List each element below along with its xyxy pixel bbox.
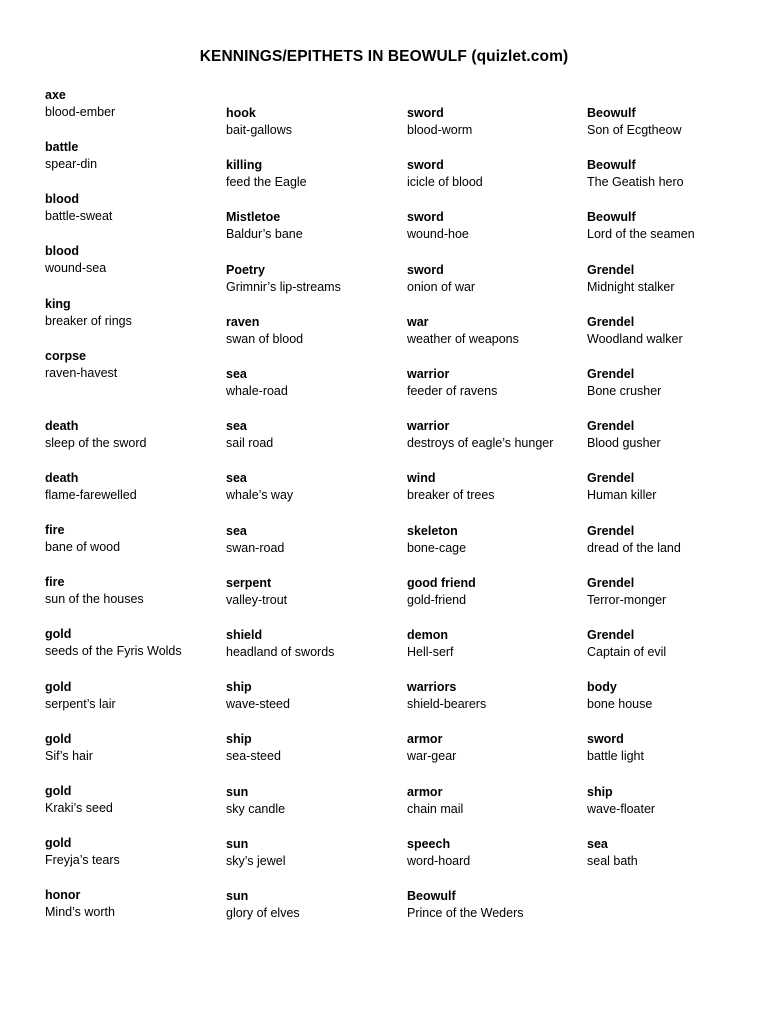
kenning-term: battle	[45, 140, 79, 154]
kenning-entry	[226, 627, 401, 661]
kenning-entry	[226, 575, 401, 609]
kenning-entry	[587, 314, 762, 348]
kenning-phrase: onion of war	[407, 280, 476, 294]
kenning-entry	[45, 243, 220, 277]
kenning-term: sea	[587, 837, 608, 851]
kenning-phrase: bone-cage	[407, 541, 467, 555]
kenning-entry	[226, 470, 401, 504]
kenning-term: shield	[226, 628, 263, 642]
kenning-entry	[587, 523, 762, 557]
kenning-term: skeleton	[407, 524, 458, 538]
kenning-entry	[226, 314, 401, 348]
kenning-phrase: Baldur’s bane	[226, 227, 303, 241]
kenning-term: Beowulf	[407, 889, 456, 903]
kenning-term: war	[407, 315, 429, 329]
kenning-term: fire	[45, 575, 65, 589]
kenning-term: wind	[407, 471, 436, 485]
kenning-entry	[226, 888, 401, 922]
kenning-phrase: Terror-monger	[587, 593, 667, 607]
kenning-term: Grendel	[587, 263, 635, 277]
kenning-term: blood	[45, 244, 80, 258]
kenning-term: gold	[45, 784, 72, 798]
kenning-entry	[45, 835, 220, 869]
kenning-term: corpse	[45, 349, 86, 363]
kenning-term: sun	[226, 837, 249, 851]
kenning-phrase: Grimnir’s lip-streams	[226, 280, 341, 294]
kenning-entry	[45, 887, 220, 921]
kenning-phrase: bait-gallows	[226, 123, 293, 137]
kenning-phrase: seeds of the Fyris Wolds	[45, 644, 182, 658]
kenning-phrase: battle-sweat	[45, 209, 113, 223]
kenning-phrase: wound-sea	[45, 261, 107, 275]
kenning-entry	[587, 731, 762, 765]
kenning-term: sword	[407, 106, 444, 120]
kenning-phrase: swan of blood	[226, 332, 304, 346]
kenning-term: warrior	[407, 367, 450, 381]
kenning-entry	[587, 627, 762, 661]
kenning-term: death	[45, 471, 79, 485]
kenning-entry	[226, 262, 401, 296]
kenning-phrase: sea-steed	[226, 749, 281, 763]
kenning-entry	[226, 209, 401, 243]
kenning-term: fire	[45, 523, 65, 537]
kenning-phrase: sky’s jewel	[226, 854, 286, 868]
kenning-phrase: word-hoard	[407, 854, 471, 868]
kenning-term: Grendel	[587, 419, 635, 433]
kenning-entry	[587, 366, 762, 400]
kenning-phrase: seal bath	[587, 854, 638, 868]
kenning-entry	[407, 262, 582, 296]
kenning-phrase: valley-trout	[226, 593, 288, 607]
kenning-phrase: wave-steed	[226, 697, 290, 711]
kenning-entry	[587, 679, 762, 713]
kenning-entry	[226, 105, 401, 139]
kenning-term: serpent	[226, 576, 272, 590]
kenning-entry	[407, 470, 582, 504]
kenning-phrase: headland of swords	[226, 645, 335, 659]
kenning-phrase: Woodland walker	[587, 332, 683, 346]
kenning-term: ship	[587, 785, 613, 799]
kenning-entry	[226, 523, 401, 557]
kenning-term: raven	[226, 315, 260, 329]
kenning-phrase: serpent’s lair	[45, 697, 116, 711]
kenning-entry	[407, 836, 582, 870]
kenning-entry	[226, 157, 401, 191]
kenning-phrase: The Geatish hero	[587, 175, 684, 189]
kenning-phrase: Hell-serf	[407, 645, 454, 659]
kenning-phrase: Midnight stalker	[587, 280, 675, 294]
kenning-entry	[226, 679, 401, 713]
kenning-entry	[45, 348, 220, 382]
kenning-term: king	[45, 297, 71, 311]
kenning-phrase: Captain of evil	[587, 645, 667, 659]
kenning-phrase: Bone crusher	[587, 384, 662, 398]
kenning-term: Beowulf	[587, 158, 636, 172]
kenning-phrase: breaker of trees	[407, 488, 495, 502]
kenning-term: Grendel	[587, 576, 635, 590]
kenning-term: Grendel	[587, 315, 635, 329]
kenning-term: sea	[226, 367, 247, 381]
kenning-entry	[587, 157, 762, 191]
kenning-phrase: spear-din	[45, 157, 98, 171]
kenning-entry	[407, 627, 582, 661]
kenning-entry	[407, 731, 582, 765]
kenning-term: sword	[587, 732, 624, 746]
kenning-term: Beowulf	[587, 210, 636, 224]
kenning-entry	[45, 191, 220, 225]
kenning-phrase: chain mail	[407, 802, 464, 816]
kenning-entry	[407, 366, 582, 400]
kenning-entry	[45, 574, 220, 608]
kenning-term: Grendel	[587, 524, 635, 538]
kenning-entry	[587, 418, 762, 452]
kenning-term: body	[587, 680, 617, 694]
kenning-term: death	[45, 419, 79, 433]
kenning-phrase: battle light	[587, 749, 644, 763]
kenning-phrase: bone house	[587, 697, 653, 711]
kenning-entry	[45, 296, 220, 330]
kenning-term: axe	[45, 88, 66, 102]
page-title: KENNINGS/EPITHETS IN BEOWULF (quizlet.com)	[199, 48, 569, 65]
kenning-term: Mistletoe	[226, 210, 281, 224]
kenning-term: sea	[226, 524, 247, 538]
kenning-phrase: breaker of rings	[45, 314, 132, 328]
kenning-entry	[587, 575, 762, 609]
kenning-entry	[45, 731, 220, 765]
kenning-term: sword	[407, 210, 444, 224]
kenning-phrase: Blood gusher	[587, 436, 661, 450]
kenning-term: sea	[226, 419, 247, 433]
kenning-entry	[407, 105, 582, 139]
kenning-phrase: swan-road	[226, 541, 285, 555]
kenning-phrase: blood-worm	[407, 123, 473, 137]
kenning-phrase: Freyja’s tears	[45, 853, 120, 867]
kenning-entry	[587, 209, 762, 243]
kenning-term: Beowulf	[587, 106, 636, 120]
kenning-term: warrior	[407, 419, 450, 433]
kenning-term: blood	[45, 192, 80, 206]
kenning-entry	[45, 139, 220, 173]
kenning-entry	[226, 418, 401, 452]
kenning-phrase: Son of Ecgtheow	[587, 123, 682, 137]
kenning-phrase: blood-ember	[45, 105, 116, 119]
kenning-phrase: destroys of eagle’s hunger	[407, 436, 554, 450]
kenning-term: speech	[407, 837, 451, 851]
kenning-term: ship	[226, 732, 252, 746]
kenning-term: gold	[45, 680, 72, 694]
kenning-phrase: gold-friend	[407, 593, 467, 607]
kenning-entry	[407, 888, 582, 922]
kenning-term: sun	[226, 889, 249, 903]
kenning-phrase: feed the Eagle	[226, 175, 307, 189]
kenning-phrase: Human killer	[587, 488, 657, 502]
kenning-entry	[587, 105, 762, 139]
kenning-phrase: weather of weapons	[407, 332, 519, 346]
kenning-term: sword	[407, 263, 444, 277]
kenning-phrase: raven-havest	[45, 366, 118, 380]
kenning-phrase: sail road	[226, 436, 274, 450]
kenning-phrase: Lord of the seamen	[587, 227, 695, 241]
kenning-entry	[226, 784, 401, 818]
kenning-term: gold	[45, 836, 72, 850]
kenning-phrase: whale’s way	[226, 488, 294, 502]
kenning-entry	[407, 575, 582, 609]
kenning-phrase: war-gear	[407, 749, 457, 763]
kenning-term: killing	[226, 158, 263, 172]
kenning-term: Grendel	[587, 628, 635, 642]
kenning-term: gold	[45, 627, 72, 641]
kenning-term: Grendel	[587, 367, 635, 381]
kenning-entry	[45, 679, 220, 713]
kenning-term: armor	[407, 785, 443, 799]
kenning-term: demon	[407, 628, 448, 642]
kenning-phrase: whale-road	[226, 384, 288, 398]
kenning-entry	[587, 784, 762, 818]
kenning-term: gold	[45, 732, 72, 746]
kenning-phrase: Mind’s worth	[45, 905, 115, 919]
kenning-phrase: Kraki’s seed	[45, 801, 113, 815]
kenning-entry	[45, 626, 220, 660]
kenning-entry	[45, 783, 220, 817]
kenning-phrase: icicle of blood	[407, 175, 483, 189]
kenning-entry	[45, 87, 220, 121]
kenning-term: warriors	[407, 680, 457, 694]
kenning-term: Poetry	[226, 263, 265, 277]
kenning-term: sword	[407, 158, 444, 172]
kenning-phrase: flame-farewelled	[45, 488, 137, 502]
kenning-term: honor	[45, 888, 81, 902]
kenning-entry	[45, 418, 220, 452]
kenning-phrase: bane of wood	[45, 540, 121, 554]
kenning-entry	[407, 784, 582, 818]
kenning-term: good friend	[407, 576, 476, 590]
kenning-phrase: wound-hoe	[407, 227, 469, 241]
kenning-entry	[226, 366, 401, 400]
kenning-entry	[407, 418, 582, 452]
kenning-phrase: feeder of ravens	[407, 384, 498, 398]
kenning-phrase: sky candle	[226, 802, 286, 816]
kenning-term: ship	[226, 680, 252, 694]
kenning-term: Grendel	[587, 471, 635, 485]
kenning-phrase: dread of the land	[587, 541, 681, 555]
kenning-entry	[45, 470, 220, 504]
kenning-entry	[587, 262, 762, 296]
kenning-entry	[407, 209, 582, 243]
kenning-term: armor	[407, 732, 443, 746]
kenning-entry	[587, 470, 762, 504]
kenning-term: sea	[226, 471, 247, 485]
kenning-entry	[407, 523, 582, 557]
kenning-term: sun	[226, 785, 249, 799]
kenning-phrase: Prince of the Weders	[407, 906, 524, 920]
kenning-entry	[587, 836, 762, 870]
kenning-entry	[407, 157, 582, 191]
kenning-entry	[407, 314, 582, 348]
kenning-phrase: shield-bearers	[407, 697, 487, 711]
kenning-phrase: sleep of the sword	[45, 436, 147, 450]
kenning-entry	[45, 522, 220, 556]
kenning-phrase: wave-floater	[587, 802, 656, 816]
kenning-entry	[226, 836, 401, 870]
kenning-entry	[407, 679, 582, 713]
kenning-phrase: glory of elves	[226, 906, 300, 920]
kenning-phrase: Sif’s hair	[45, 749, 93, 763]
kenning-term: hook	[226, 106, 256, 120]
kenning-phrase: sun of the houses	[45, 592, 144, 606]
kenning-entry	[226, 731, 401, 765]
